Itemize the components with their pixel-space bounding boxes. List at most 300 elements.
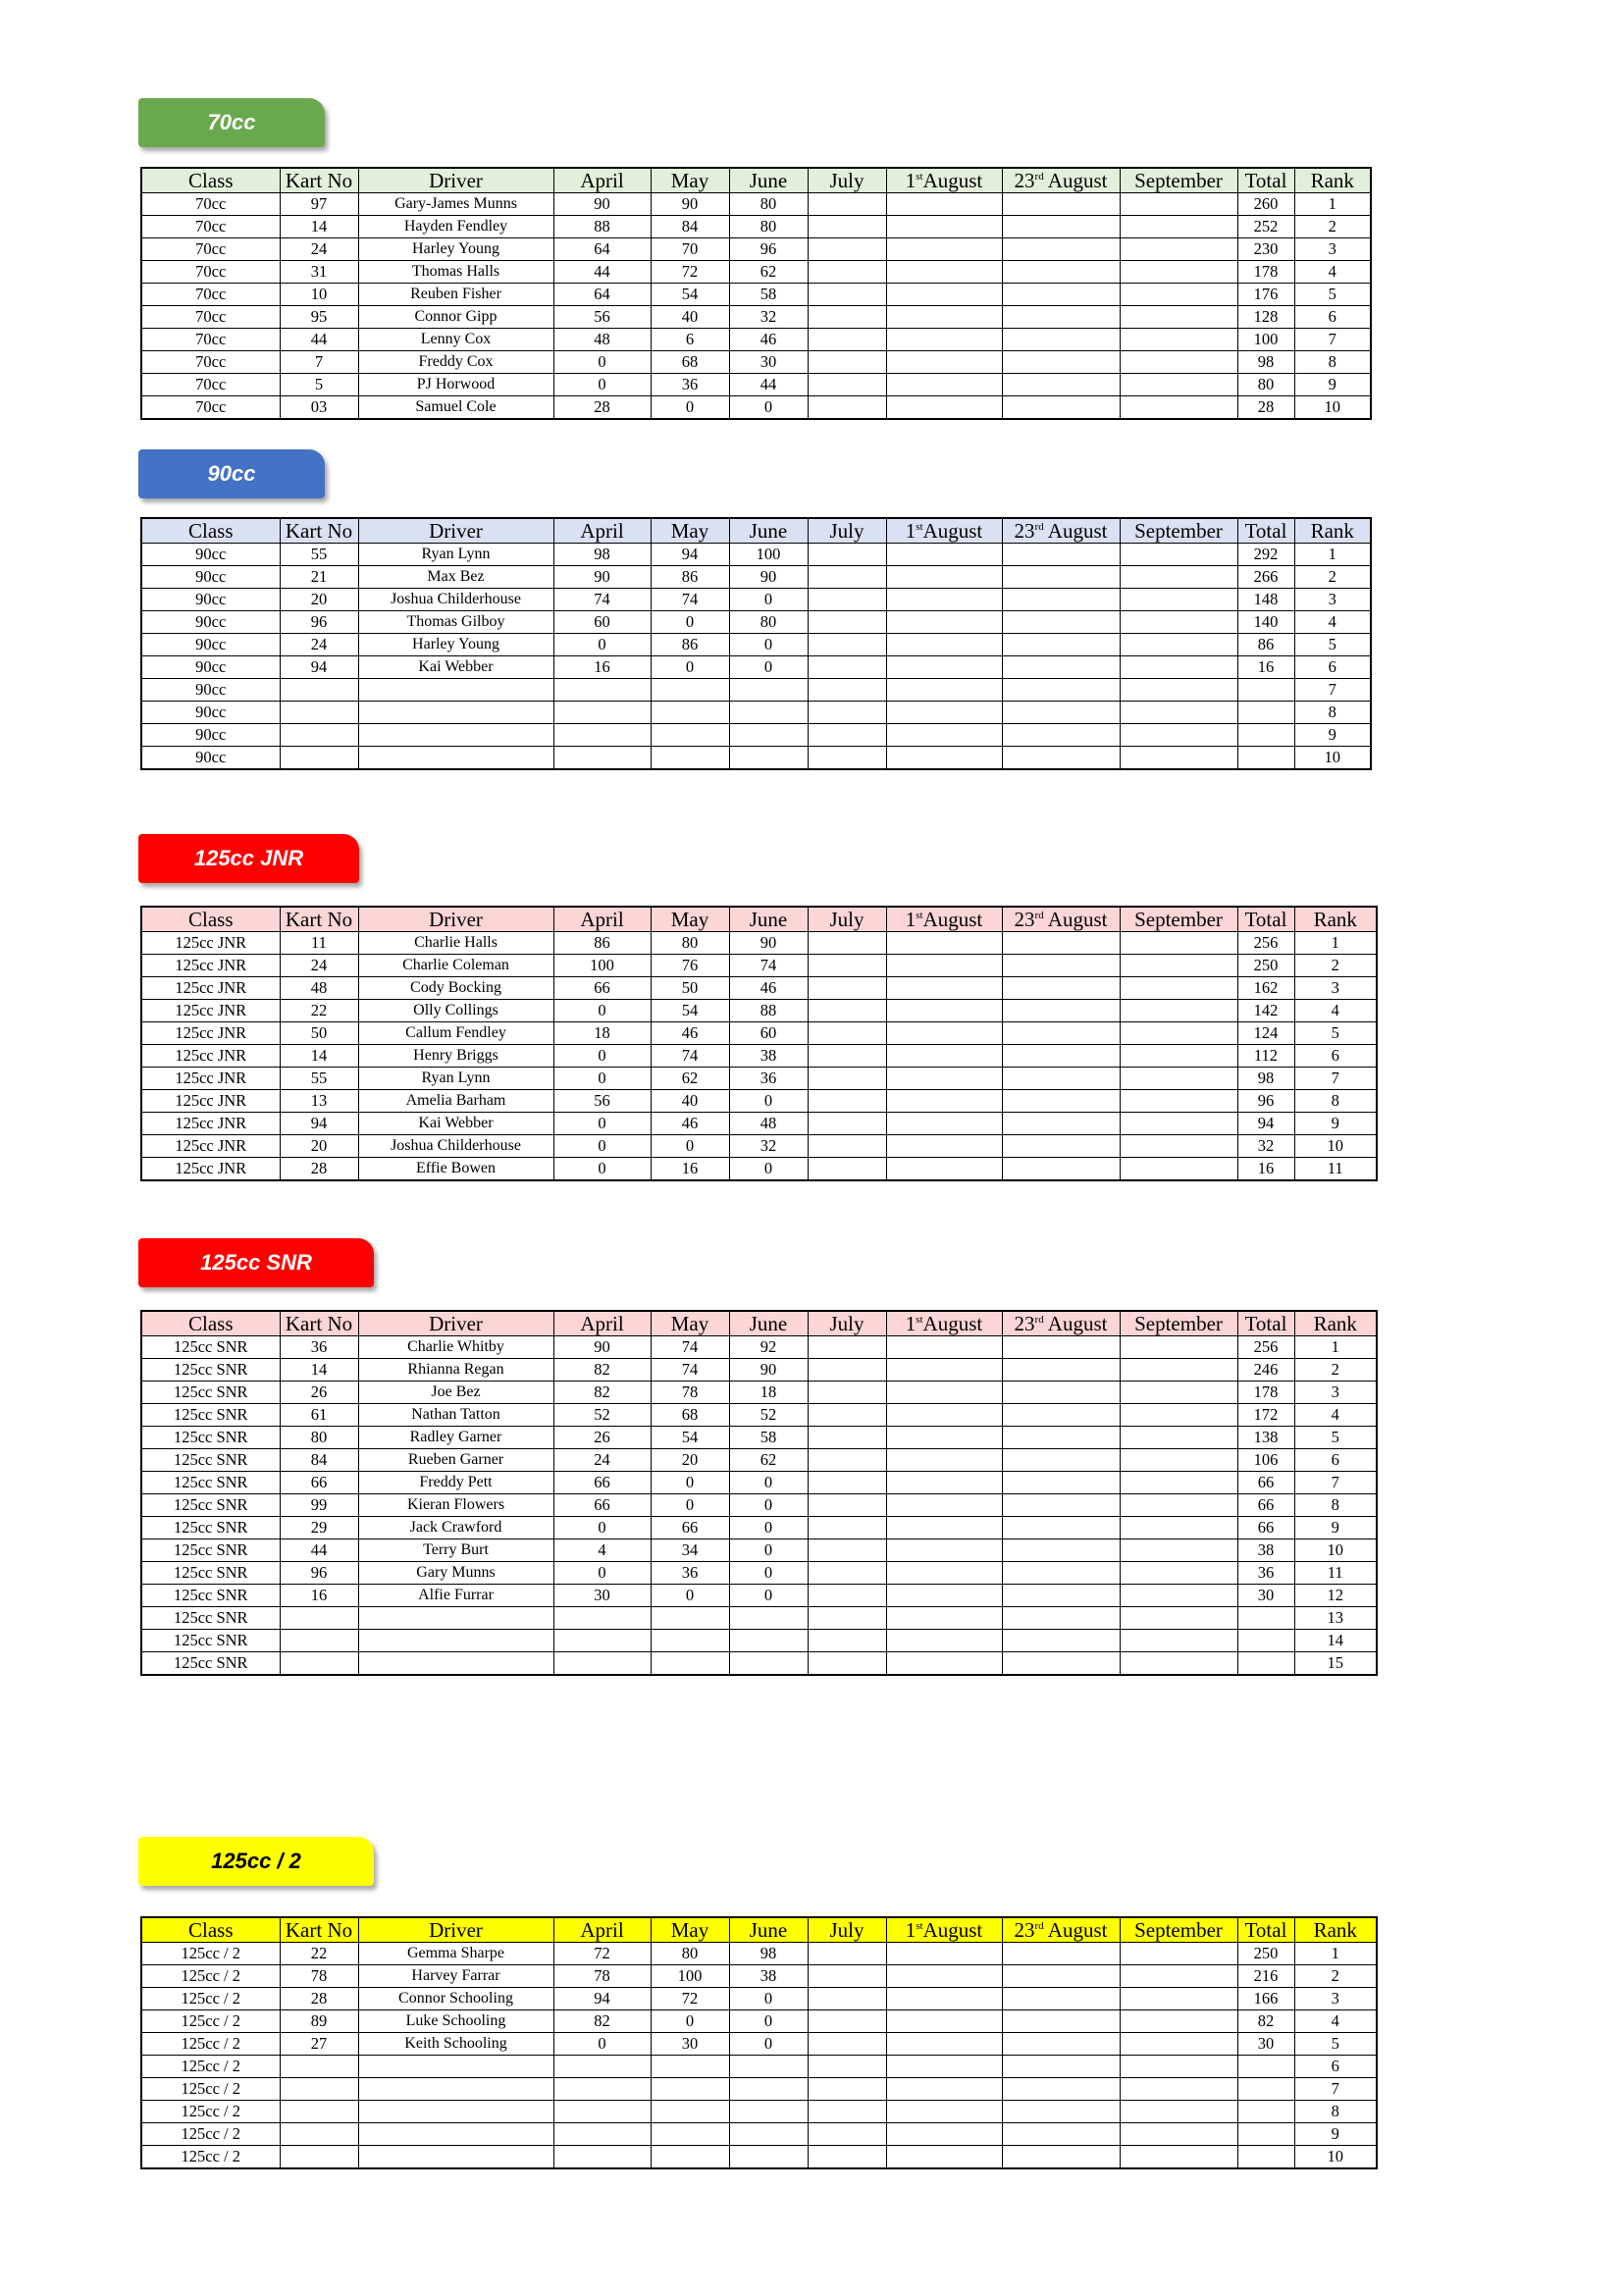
cell-total [1237, 2101, 1294, 2123]
header-kart-no: Kart No [280, 518, 358, 544]
cell-23rd-august [1002, 1517, 1120, 1539]
cell-class: 125cc JNR [141, 1113, 280, 1135]
cell-april: 100 [553, 955, 651, 977]
cell-july [808, 284, 886, 306]
cell-june: 80 [729, 216, 808, 238]
cell-april: 52 [553, 1404, 651, 1427]
cell-may [651, 1607, 729, 1630]
cell-june: 100 [729, 544, 808, 566]
cell-april: 64 [553, 238, 651, 261]
cell-total: 86 [1237, 634, 1294, 656]
table-row [141, 2078, 1377, 2101]
cell-rank: 6 [1294, 306, 1371, 329]
cell-total: 142 [1237, 1000, 1294, 1022]
cell-july [808, 1494, 886, 1517]
cell-class: 125cc JNR [141, 955, 280, 977]
cell-april [553, 1652, 651, 1676]
cell-september [1120, 977, 1237, 1000]
cell-kart-no: 24 [280, 955, 358, 977]
cell-driver [358, 1607, 553, 1630]
cell-september [1120, 747, 1237, 770]
cell-rank: 3 [1294, 1988, 1377, 2010]
cell-total: 246 [1237, 1359, 1294, 1382]
cell-1st-august [886, 329, 1002, 351]
cell-23rd-august [1002, 724, 1120, 747]
cell-kart-no [280, 2056, 358, 2078]
cell-kart-no: 89 [280, 2010, 358, 2033]
cell-total: 250 [1237, 1943, 1294, 1965]
table-row [141, 1517, 1377, 1539]
cell-april [553, 2146, 651, 2169]
cell-july [808, 1988, 886, 2010]
cell-driver [358, 702, 553, 724]
cell-september [1120, 216, 1237, 238]
cell-rank: 8 [1294, 702, 1371, 724]
cell-driver: Luke Schooling [358, 2010, 553, 2033]
table-row [141, 1068, 1377, 1090]
cell-kart-no: 27 [280, 2033, 358, 2056]
cell-driver: Rueben Garner [358, 1449, 553, 1472]
table-row [141, 1090, 1377, 1113]
cell-23rd-august [1002, 589, 1120, 611]
cell-1st-august [886, 1336, 1002, 1359]
cell-driver: Charlie Whitby [358, 1336, 553, 1359]
cell-kart-no: 96 [280, 611, 358, 634]
header-driver: Driver [358, 1311, 553, 1336]
cell-driver: Keith Schooling [358, 2033, 553, 2056]
cell-june: 0 [729, 1585, 808, 1607]
cell-class: 125cc JNR [141, 1158, 280, 1181]
cell-23rd-august [1002, 1068, 1120, 1090]
cell-total: 98 [1237, 351, 1294, 374]
cell-september [1120, 1988, 1237, 2010]
cell-july [808, 1517, 886, 1539]
cell-april [553, 679, 651, 702]
cell-total: 82 [1237, 2010, 1294, 2033]
header-kart-no: Kart No [280, 1311, 358, 1336]
cell-kart-no: 24 [280, 238, 358, 261]
cell-kart-no: 21 [280, 566, 358, 589]
cell-april [553, 2101, 651, 2123]
cell-june: 44 [729, 374, 808, 396]
cell-total [1237, 1630, 1294, 1652]
cell-total: 106 [1237, 1449, 1294, 1472]
cell-kart-no [280, 702, 358, 724]
cell-september [1120, 611, 1237, 634]
cell-total: 252 [1237, 216, 1294, 238]
cell-rank: 4 [1294, 1000, 1377, 1022]
cell-23rd-august [1002, 1404, 1120, 1427]
table-row [141, 656, 1371, 679]
cell-september [1120, 955, 1237, 977]
cell-23rd-august [1002, 634, 1120, 656]
cell-driver: Rhianna Regan [358, 1359, 553, 1382]
cell-rank: 14 [1294, 1630, 1377, 1652]
cell-june: 0 [729, 1988, 808, 2010]
cell-kart-no [280, 679, 358, 702]
cell-total [1237, 724, 1294, 747]
cell-rank: 5 [1294, 634, 1371, 656]
cell-september [1120, 2146, 1237, 2169]
cell-july [808, 1630, 886, 1652]
cell-july [808, 977, 886, 1000]
cell-23rd-august [1002, 1336, 1120, 1359]
cell-june: 32 [729, 306, 808, 329]
cell-may: 0 [651, 2010, 729, 2033]
cell-september [1120, 329, 1237, 351]
cell-may: 0 [651, 1472, 729, 1494]
table-row [141, 1158, 1377, 1181]
cell-june: 38 [729, 1045, 808, 1068]
cell-june [729, 702, 808, 724]
cell-23rd-august [1002, 1607, 1120, 1630]
cell-class: 125cc SNR [141, 1585, 280, 1607]
cell-1st-august [886, 656, 1002, 679]
cell-1st-august [886, 611, 1002, 634]
cell-june: 0 [729, 1539, 808, 1562]
cell-july [808, 1158, 886, 1181]
cell-july [808, 1135, 886, 1158]
header-driver: Driver [358, 907, 553, 932]
cell-23rd-august [1002, 977, 1120, 1000]
cell-kart-no: 50 [280, 1022, 358, 1045]
class-title: 125cc / 2 [211, 1849, 301, 1873]
cell-september [1120, 1449, 1237, 1472]
cell-rank: 4 [1294, 2010, 1377, 2033]
cell-23rd-august [1002, 1000, 1120, 1022]
cell-rank: 10 [1294, 2146, 1377, 2169]
cell-april: 60 [553, 611, 651, 634]
cell-driver: Radley Garner [358, 1427, 553, 1449]
header-class: Class [141, 1917, 280, 1943]
table-row [141, 679, 1371, 702]
cell-july [808, 1022, 886, 1045]
cell-1st-august [886, 1472, 1002, 1494]
table-row [141, 955, 1377, 977]
cell-driver: Samuel Cole [358, 396, 553, 420]
cell-total [1237, 702, 1294, 724]
cell-class: 90cc [141, 679, 280, 702]
cell-april: 18 [553, 1022, 651, 1045]
cell-may: 40 [651, 1090, 729, 1113]
cell-1st-august [886, 306, 1002, 329]
cell-july [808, 1427, 886, 1449]
cell-total [1237, 2123, 1294, 2146]
cell-class: 125cc / 2 [141, 2101, 280, 2123]
cell-september [1120, 1943, 1237, 1965]
cell-june: 80 [729, 193, 808, 216]
cell-driver: Freddy Pett [358, 1472, 553, 1494]
cell-rank: 4 [1294, 1404, 1377, 1427]
cell-may: 70 [651, 238, 729, 261]
cell-23rd-august [1002, 1585, 1120, 1607]
cell-23rd-august [1002, 611, 1120, 634]
cell-september [1120, 1562, 1237, 1585]
header-june: June [729, 1917, 808, 1943]
cell-1st-august [886, 1539, 1002, 1562]
cell-september [1120, 1045, 1237, 1068]
cell-class: 125cc SNR [141, 1359, 280, 1382]
cell-september [1120, 1158, 1237, 1181]
table-row [141, 1585, 1377, 1607]
cell-may: 0 [651, 611, 729, 634]
cell-may [651, 724, 729, 747]
cell-driver: Kai Webber [358, 656, 553, 679]
cell-driver: Henry Briggs [358, 1045, 553, 1068]
cell-driver: Jack Crawford [358, 1517, 553, 1539]
cell-rank: 8 [1294, 1494, 1377, 1517]
cell-1st-august [886, 1022, 1002, 1045]
cell-rank: 5 [1294, 1022, 1377, 1045]
cell-23rd-august [1002, 2123, 1120, 2146]
cell-september [1120, 396, 1237, 420]
table-header-row [141, 907, 1377, 932]
cell-july [808, 374, 886, 396]
cell-july [808, 1585, 886, 1607]
cell-may: 54 [651, 284, 729, 306]
table-row [141, 2123, 1377, 2146]
header-1st-august: 1stAugust [886, 1917, 1002, 1943]
cell-june: 62 [729, 261, 808, 284]
cell-kart-no: 22 [280, 1943, 358, 1965]
cell-april: 0 [553, 1045, 651, 1068]
cell-1st-august [886, 2101, 1002, 2123]
cell-kart-no: 7 [280, 351, 358, 374]
cell-rank: 2 [1294, 566, 1371, 589]
cell-rank: 11 [1294, 1158, 1377, 1181]
cell-total [1237, 747, 1294, 770]
cell-september [1120, 1404, 1237, 1427]
cell-rank: 1 [1294, 932, 1377, 955]
cell-23rd-august [1002, 1135, 1120, 1158]
cell-total: 256 [1237, 932, 1294, 955]
standings-table [140, 517, 1372, 770]
cell-kart-no: 97 [280, 193, 358, 216]
cell-total: 100 [1237, 329, 1294, 351]
cell-23rd-august [1002, 238, 1120, 261]
cell-1st-august [886, 724, 1002, 747]
cell-july [808, 1113, 886, 1135]
cell-july [808, 2078, 886, 2101]
cell-class: 70cc [141, 238, 280, 261]
cell-driver: Hayden Fendley [358, 216, 553, 238]
cell-may: 74 [651, 1359, 729, 1382]
header-class: Class [141, 907, 280, 932]
cell-driver: Kieran Flowers [358, 1494, 553, 1517]
cell-class: 125cc SNR [141, 1630, 280, 1652]
cell-rank: 8 [1294, 2101, 1377, 2123]
cell-september [1120, 351, 1237, 374]
cell-july [808, 1965, 886, 1988]
cell-september [1120, 1585, 1237, 1607]
cell-total: 266 [1237, 566, 1294, 589]
cell-class: 70cc [141, 374, 280, 396]
cell-1st-august [886, 351, 1002, 374]
cell-1st-august [886, 702, 1002, 724]
cell-may: 62 [651, 1068, 729, 1090]
header-23rd-august: 23rd August [1002, 1917, 1120, 1943]
header-kart-no: Kart No [280, 1917, 358, 1943]
cell-september [1120, 1630, 1237, 1652]
cell-total: 230 [1237, 238, 1294, 261]
cell-driver: PJ Horwood [358, 374, 553, 396]
cell-rank: 3 [1294, 589, 1371, 611]
cell-june: 18 [729, 1382, 808, 1404]
cell-23rd-august [1002, 329, 1120, 351]
cell-september [1120, 634, 1237, 656]
cell-rank: 9 [1294, 724, 1371, 747]
cell-june: 0 [729, 656, 808, 679]
cell-total [1237, 2146, 1294, 2169]
cell-class: 125cc SNR [141, 1652, 280, 1676]
cell-april: 66 [553, 1494, 651, 1517]
cell-may [651, 2146, 729, 2169]
table-row [141, 216, 1371, 238]
cell-april [553, 2056, 651, 2078]
cell-july [808, 1943, 886, 1965]
header-june: June [729, 168, 808, 193]
cell-july [808, 656, 886, 679]
cell-total: 66 [1237, 1494, 1294, 1517]
cell-1st-august [886, 1045, 1002, 1068]
cell-rank: 7 [1294, 1068, 1377, 1090]
header-rank: Rank [1294, 168, 1371, 193]
cell-total: 140 [1237, 611, 1294, 634]
cell-june: 58 [729, 284, 808, 306]
cell-april: 30 [553, 1585, 651, 1607]
cell-driver: Charlie Halls [358, 932, 553, 955]
cell-may [651, 1630, 729, 1652]
table-row [141, 261, 1371, 284]
cell-rank: 5 [1294, 284, 1371, 306]
cell-july [808, 216, 886, 238]
table-row [141, 329, 1371, 351]
cell-may: 74 [651, 1336, 729, 1359]
cell-driver [358, 2101, 553, 2123]
cell-june: 30 [729, 351, 808, 374]
header-april: April [553, 168, 651, 193]
cell-june: 90 [729, 1359, 808, 1382]
cell-june: 0 [729, 1517, 808, 1539]
cell-july [808, 1652, 886, 1676]
cell-april: 4 [553, 1539, 651, 1562]
header-23rd-august: 23rd August [1002, 518, 1120, 544]
cell-july [808, 193, 886, 216]
cell-1st-august [886, 1943, 1002, 1965]
cell-may: 50 [651, 977, 729, 1000]
cell-23rd-august [1002, 1630, 1120, 1652]
table-row [141, 1539, 1377, 1562]
cell-june: 0 [729, 634, 808, 656]
cell-june: 96 [729, 238, 808, 261]
cell-april: 0 [553, 1068, 651, 1090]
cell-kart-no: 44 [280, 329, 358, 351]
cell-1st-august [886, 1562, 1002, 1585]
table-row [141, 1359, 1377, 1382]
cell-driver: Olly Collings [358, 1000, 553, 1022]
cell-1st-august [886, 2033, 1002, 2056]
cell-may [651, 747, 729, 770]
table-row [141, 1382, 1377, 1404]
header-kart-no: Kart No [280, 907, 358, 932]
cell-driver: Terry Burt [358, 1539, 553, 1562]
cell-class: 90cc [141, 566, 280, 589]
cell-june: 0 [729, 1562, 808, 1585]
cell-class: 125cc SNR [141, 1494, 280, 1517]
cell-23rd-august [1002, 1045, 1120, 1068]
cell-driver: Connor Gipp [358, 306, 553, 329]
cell-rank: 6 [1294, 1045, 1377, 1068]
cell-driver [358, 1630, 553, 1652]
header-september: September [1120, 518, 1237, 544]
table-row [141, 374, 1371, 396]
cell-rank: 2 [1294, 216, 1371, 238]
cell-rank: 6 [1294, 656, 1371, 679]
cell-kart-no: 14 [280, 216, 358, 238]
cell-may: 66 [651, 1517, 729, 1539]
cell-23rd-august [1002, 1494, 1120, 1517]
cell-june: 48 [729, 1113, 808, 1135]
header-july: July [808, 168, 886, 193]
cell-may: 74 [651, 1045, 729, 1068]
cell-class: 90cc [141, 747, 280, 770]
header-july: July [808, 1917, 886, 1943]
header-class: Class [141, 518, 280, 544]
cell-july [808, 1000, 886, 1022]
cell-july [808, 1336, 886, 1359]
cell-class: 125cc / 2 [141, 1965, 280, 1988]
cell-class: 70cc [141, 351, 280, 374]
header-july: July [808, 1311, 886, 1336]
cell-april: 66 [553, 977, 651, 1000]
cell-total: 172 [1237, 1404, 1294, 1427]
cell-kart-no [280, 2078, 358, 2101]
cell-april: 56 [553, 1090, 651, 1113]
cell-april: 56 [553, 306, 651, 329]
cell-class: 70cc [141, 329, 280, 351]
cell-september [1120, 1472, 1237, 1494]
cell-kart-no: 80 [280, 1427, 358, 1449]
cell-1st-august [886, 1494, 1002, 1517]
cell-1st-august [886, 955, 1002, 977]
cell-april: 82 [553, 1359, 651, 1382]
cell-july [808, 1045, 886, 1068]
cell-june: 0 [729, 589, 808, 611]
header-june: June [729, 1311, 808, 1336]
cell-driver: Amelia Barham [358, 1090, 553, 1113]
cell-april [553, 702, 651, 724]
class-title-badge [138, 1837, 374, 1886]
cell-rank: 10 [1294, 396, 1371, 420]
cell-driver: Connor Schooling [358, 1988, 553, 2010]
cell-september [1120, 1427, 1237, 1449]
cell-september [1120, 566, 1237, 589]
cell-1st-august [886, 396, 1002, 420]
cell-september [1120, 2123, 1237, 2146]
cell-rank: 3 [1294, 1382, 1377, 1404]
header-class: Class [141, 168, 280, 193]
cell-may: 90 [651, 193, 729, 216]
cell-rank: 7 [1294, 329, 1371, 351]
cell-april: 0 [553, 1158, 651, 1181]
cell-may: 16 [651, 1158, 729, 1181]
cell-september [1120, 2078, 1237, 2101]
cell-june: 32 [729, 1135, 808, 1158]
cell-rank: 11 [1294, 1562, 1377, 1585]
cell-kart-no: 31 [280, 261, 358, 284]
cell-23rd-august [1002, 351, 1120, 374]
cell-driver [358, 2146, 553, 2169]
